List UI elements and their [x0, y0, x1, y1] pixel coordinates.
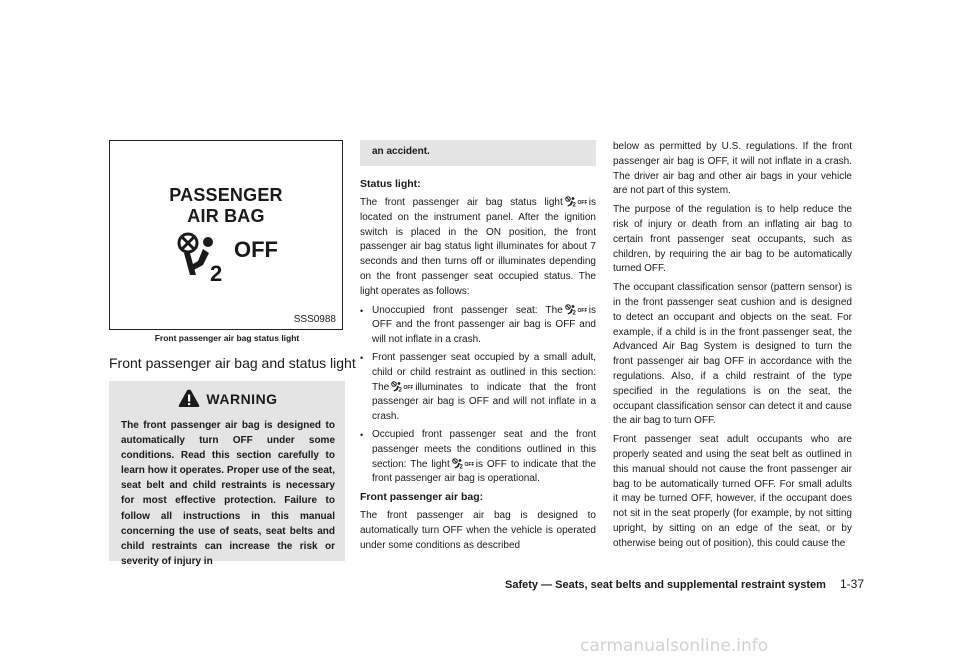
right-column [613, 140, 852, 556]
airbag-paragraph: The front passenger air bag is designed to automatically turn OFF when the vehicle is operated under some conditions as described [360, 510, 596, 551]
footer-title: Safety — Seats, seat belts and supplemental restraint system [505, 579, 826, 591]
warning-box [109, 381, 345, 567]
text-span: Occupied front passenger seat and the front passenger meets the conditions outlined in this section: The light [372, 428, 596, 470]
warning-continued: an accident. [360, 140, 596, 166]
status-list [360, 304, 596, 488]
status-light-heading: Status light: [360, 178, 421, 190]
svg-text:2: 2 [572, 310, 576, 315]
svg-text:2: 2 [398, 387, 403, 392]
warning-triangle-icon [178, 389, 200, 408]
text-span: is located on the instrument panel. After the ignition switch is placed in the ON position, the front passenger air bag status light illuminates for about 7 seconds and then turns off or illuminates depending on the front passenger seat occupied status. The light operates as follows: [360, 197, 596, 297]
list-item [360, 351, 596, 425]
airbag-off-indicator-icon [565, 304, 587, 315]
left-column [109, 140, 356, 567]
figure-title [110, 185, 342, 227]
paragraph-1: below as permitted by U.S. regulations. If the front passenger air bag is OFF, it will not inflate in a crash. The driver air bag and other air bags in your vehicle are not part of this system. [613, 141, 852, 197]
airbag-off-indicator-icon [391, 381, 413, 392]
paragraph-3: The occupant classification sensor (pattern sensor) is in the front passenger seat cushion and is designed to detect an occupant and objects on the seat. For example, if a child is in the front passenger seat, the Advanced Air Bag System is designed to turn the front passenger air bag OFF in accordance with the regulations. Also, if a child restraint of the type specified in the regulations is on the seat, the occupant classification sensor can detect it and cause the air bag to turn OFF. [613, 282, 852, 427]
figure-title-line1: PASSENGER [169, 185, 283, 205]
text-span: is OFF to indicate that the front passenger air bag is operational. [372, 458, 597, 485]
passenger-airbag-off-symbol-icon [176, 231, 232, 283]
warning-text: The front passenger air bag is designed to automatically turn OFF under some conditions. Read this section carefully to learn how it operates. Proper use of the seat, seat belt and child restraints is necessary for most effective protection. Failure to follow all instructions in this manual concerning the use of seats, seat belts and child restraints can increase the risk or severity of injury in [121, 420, 335, 567]
airbag-heading: Front passenger air bag: [360, 491, 484, 504]
svg-text:OFF: OFF [403, 384, 414, 391]
svg-text:2: 2 [210, 261, 223, 283]
warning-label: WARNING [206, 390, 278, 407]
figure-title-line2: AIR BAG [187, 206, 265, 226]
status-light-figure [109, 140, 343, 330]
paragraph-2: The purpose of the regulation is to help reduce the risk of injury or death from an inflating air bag to certain front passenger seat occupants, such as children, by requiring the air bag to be automatically turned OFF. [613, 204, 852, 275]
text-span: Front passenger seat occupied by a small adult, child or child restraint as outlined in this section: The [372, 351, 596, 393]
text-span: illuminates to indicate that the front passenger air bag is OFF and will not inflate in a crash. [372, 381, 596, 423]
figure-caption: Front passenger air bag status light [154, 333, 300, 343]
watermark: carmanualsonline.info [580, 636, 769, 656]
paragraph-4: Front passenger seat adult occupants who are properly seated and using the seat belt as outlined in this manual should not cause the front passenger air bag to be automatically turned OFF. For small adults it may be turned OFF, however, if the occupant does not sit in the seat properly (for example, by not sitting upright, by sitting on an edge of the seat, or by otherwise being out of position), this could cause the [613, 434, 852, 549]
text-span: The front passenger air bag status light [360, 197, 563, 208]
page-footer [505, 577, 864, 591]
svg-text:OFF: OFF [577, 200, 587, 206]
list-item [360, 304, 596, 348]
svg-text:OFF: OFF [464, 461, 474, 468]
svg-text:2: 2 [459, 464, 463, 469]
list-item [360, 428, 596, 487]
warning-header [121, 389, 335, 408]
middle-column [360, 140, 596, 558]
airbag-off-indicator-icon [565, 196, 587, 207]
text-span: Unoccupied front passenger seat: The [372, 304, 563, 316]
figure-code: SSS0988 [293, 314, 336, 325]
svg-text:2: 2 [572, 202, 576, 207]
section-heading: Front passenger air bag and status light [109, 355, 356, 371]
svg-text:OFF: OFF [577, 307, 587, 314]
page-number: 1-37 [839, 577, 864, 591]
airbag-off-indicator-icon [452, 458, 474, 469]
figure-off-label: OFF [234, 237, 278, 262]
status-light-paragraph [360, 196, 596, 300]
text-span: is OFF and the front passenger air bag is OFF and will not inflate in a crash. [372, 304, 596, 346]
